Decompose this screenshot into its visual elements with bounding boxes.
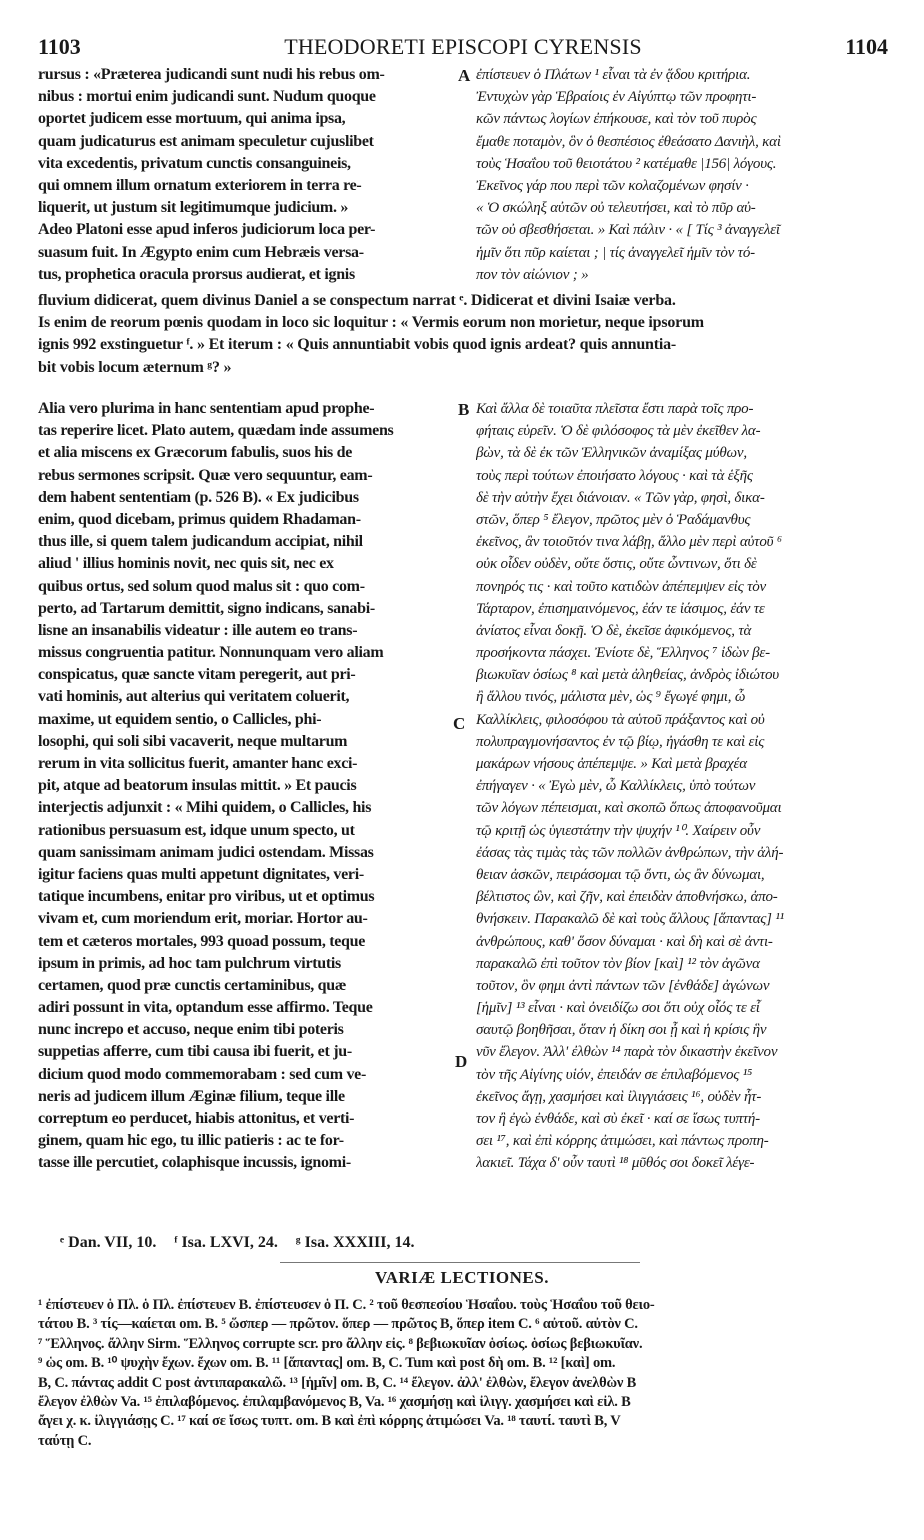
variant-reading-line: ταύτῃ C. xyxy=(38,1432,92,1449)
greek-text-line: Ἐκεῖνος γάρ που περὶ τῶν κολαζομένων φησίν · xyxy=(476,177,749,194)
greek-text-line: βιωκυῖαν ὁσίως ⁸ καὶ μετὰ ἀληθείας, ἀνδρὸς ἰδιώτου xyxy=(476,667,779,684)
latin-text-line: conspicatus, quæ sancte vitam peregerit, aut pri- xyxy=(38,666,356,684)
latin-text-line: dem habent sententiam (p. 526 B). « Ex judicibus xyxy=(38,488,359,506)
greek-text-line: τῶν οὐ σβεσθήσεται. » Καὶ πάλιν · « [ Τίς ³ ἀναγγελεῖ xyxy=(476,222,780,239)
greek-text-line: ἐκεῖνος ἄγῃ, χασμήσει καὶ ἰλιγγιάσεις ¹⁶, οὐδὲν ἧτ- xyxy=(476,1088,762,1105)
variant-reading-line: B, C. πάντας addit C post ἀντιπαρακαλῶ. ¹³ [ἡμῖν] om. B, C. ¹⁴ ἔλεγον. ἀλλ' ἐλθὼν, ἔλεγον ἀνελθὼν B xyxy=(38,1374,637,1391)
greek-text-line: ἀνίατος εἶναι δοκῇ. Ὁ δὲ, ἐκεῖσε ἀφικόμενος, τὰ xyxy=(476,622,752,639)
greek-text-line: δὲ τὴν αὐτὴν ἔχει διάνοιαν. « Τῶν γὰρ, φησὶ, δικα- xyxy=(476,489,765,506)
greek-text-line: παρακαλῶ ἐπὶ τοῦτον τὸν βίον [καὶ] ¹² τὸν ἀγῶνα xyxy=(476,955,760,972)
latin-text-line: et alia miscens ex Græcorum fabulis, suos his de xyxy=(38,444,353,462)
greek-text-line: ἡμῖν ὅτι πῦρ καίεται ; | τίς ἀναγγελεῖ ἡμῖν τὸν τό- xyxy=(476,244,755,261)
greek-text-line: πολυπραγμονήσαντος ἐν τῷ βίῳ, ἠγάσθη τε καὶ εἰς xyxy=(476,733,765,750)
full-width-text xyxy=(38,290,890,382)
section-marker-b: B xyxy=(458,400,470,419)
greek-text-line: τῶν λόγων πέπεισμαι, καὶ σκοπῶ ὅπως ἀποφανοῦμαι xyxy=(476,800,782,817)
greek-text-line: « Ὁ σκώληξ αὐτῶν οὐ τελευτήσει, καὶ τὸ πῦρ αὐ- xyxy=(476,200,756,217)
greek-text-line: οὐκ οἶδεν οὐδὲν, οὔτε ὅστις, οὔτε ὧντινων, ὅτι δὲ xyxy=(476,556,757,573)
latin-text-line: suppetias afferre, cum tibi causa ibi fuerit, et ju- xyxy=(38,1043,352,1061)
latin-text-line: tus, prophetica oracula prorsus audierat, et ignis xyxy=(38,265,355,283)
latin-text-line: igitur faciens quas multi appetunt dignitates, veri- xyxy=(38,865,364,883)
greek-text-line: ἐάσας τὰς τιμὰς τὰς τῶν πολλῶν ἀνθρώπων, τὴν ἀλή- xyxy=(476,844,784,861)
greek-text-line: τὸν τῆς Αἰγίνης υἱόν, ἐπειδάν σε ἐπιλαβόμενος ¹⁵ xyxy=(476,1066,753,1083)
latin-text-line: tasse ille percutiet, colaphisque incussis, ignomi- xyxy=(38,1154,351,1172)
latin-text-line: Alia vero plurima in hanc sententiam apud prophe- xyxy=(38,400,375,417)
latin-text-line: qui omnem illum ornatum exteriorem in terra re- xyxy=(38,176,362,194)
latin-text-line: tem et cæteros mortales, 993 quoad possum, teque xyxy=(38,932,366,950)
full-width-line: bit vobis locum æternum ᵍ? » xyxy=(38,358,232,376)
latin-text-line: nunc increpo et accuso, neque enim tibi poteris xyxy=(38,1021,344,1039)
full-width-line: Is enim de reorum pœnis quodam in loco sic loquitur : « Vermis eorum non morietur, neque ipsorum xyxy=(38,314,704,332)
greek-text-line: [ἡμῖν] ¹³ εἶναι · καὶ ὀνειδίζω σοι ὅτι οὐχ οἷός τε εἶ xyxy=(476,1000,760,1017)
section-marker-a: A xyxy=(458,66,471,85)
latin-column-1 xyxy=(38,64,458,290)
greek-text-line: Καλλίκλεις, φιλοσόφου τὰ αὑτοῦ πράξαντος καὶ οὐ xyxy=(476,711,765,728)
variant-reading-line: ἄγει χ. κ. ἰλιγγιάσῃς C. ¹⁷ καί σε ἴσως τυπτ. om. B καὶ ἐπὶ κόρρης ἀτιμώσει Va. ¹⁸ ταυτί. ταυτὶ B, V xyxy=(38,1413,621,1430)
latin-text-line: maxime, ut equidem sentio, o Callicles, phi- xyxy=(38,710,322,728)
greek-text-line: μακάρων νήσους ἀπέπεμψε. » Καὶ μετὰ βραχέα xyxy=(476,756,747,772)
latin-text-line: quam judicaturus est animam speculetur cujuslibet xyxy=(38,132,374,150)
greek-text-line: τον ἢ ἐγὼ ἐνθάδε, καὶ σὺ ἐκεῖ · καί σε ἴσως τυπτή- xyxy=(476,1111,760,1127)
greek-text-line: σαυτῷ βοηθῆσαι, ὅταν ἡ δίκη σοι ᾖ καὶ ἡ κρίσις ἣν xyxy=(476,1022,767,1039)
greek-text-line: ἔμαθε ποταμὸν, ὃν ὁ θεσπέσιος ἐθεάσατο Δανιὴλ, καὶ xyxy=(476,133,781,150)
latin-column-2 xyxy=(38,398,458,1190)
latin-text-line: correptum eo perducet, hiabis attonitus, et verti- xyxy=(38,1110,355,1127)
greek-text-line: βὼν, τὰ δὲ ἐκ τῶν Ἑλληνικῶν ἀναμίξας μύθων, xyxy=(476,445,747,462)
greek-text-line: πον τὸν αἰώνιον ; » xyxy=(476,266,589,283)
variant-reading-line: ἔλεγον ἐλθὼν Va. ¹⁵ ἐπιλαβόμενος. ἐπιλαμβανόμενος B, Va. ¹⁶ χασμήσῃ καὶ ἰλιγγ. χασμήσει καὶ εἰλ. B xyxy=(38,1393,631,1410)
latin-text-line: adiri possunt in vita, optandum esse affirmo. Teque xyxy=(38,999,373,1017)
latin-text-line: suasum fuit. In Ægypto enim cum Hebræis versa- xyxy=(38,243,364,261)
footnote-reference: ᵍ Isa. XXXIII, 14. xyxy=(295,1234,415,1251)
latin-text-line: certamen, quod præ cunctis certaminibus, quæ xyxy=(38,976,347,994)
full-width-line: ignis 992 exstinguetur ᶠ. » Et iterum : « Quis annuntiabit vobis quod ignis ardeat? quis annuntia- xyxy=(38,336,677,354)
latin-text-line: interjectis adjunxit : « Mihi quidem, o Callicles, his xyxy=(38,799,372,817)
variae-lectiones xyxy=(38,1296,888,1451)
greek-text-line: τοὺς περὶ τούτων ἐποιήσατο λόγους · καὶ τὰ ἑξῆς xyxy=(476,467,753,484)
latin-text-line: pit, atque ad beatorum insulas mittit. » Et paucis xyxy=(38,777,357,795)
latin-text-line: ginem, quam hic ego, tu illic patieris : ac te for- xyxy=(38,1132,344,1150)
greek-column-2 xyxy=(476,398,890,1190)
latin-text-line: nibus : mortui enim judicandi sunt. Nudum quoque xyxy=(38,88,376,106)
greek-text-line: πονηρός τις · καὶ τοῦτο κατιδὼν ἀπέπεμψεν εἰς τὸν xyxy=(476,578,766,595)
latin-text-line: vivam et, cum moriendum erit, moriar. Hortor au- xyxy=(38,910,368,928)
greek-text-line: τοῦτον, ὃν φημι ἀντὶ πάντων τῶν [ἐνθάδε] ἀγώνων xyxy=(476,977,770,994)
greek-text-line: ἀνθρώπους, καθ' ὅσον δύναμαι · καὶ δὴ καὶ σὲ ἀντι- xyxy=(476,933,773,950)
running-title: THEODORETI EPISCOPI CYRENSIS xyxy=(284,34,642,59)
greek-text-line: στῶν, ὅπερ ⁵ ἔλεγον, πρῶτος μὲν ὁ Ῥαδάμανθυς xyxy=(476,511,751,528)
latin-text-line: vita excedentis, privatum cunctis consanguineis, xyxy=(38,154,351,172)
latin-text-line: lisne an insanabilis videatur : ille autem eo trans- xyxy=(38,621,358,639)
latin-text-line: thus ille, si quem talem judicandum accipiat, nihil xyxy=(38,533,363,551)
latin-text-line: rursus : «Præterea judicandi sunt nudi his rebus om- xyxy=(38,66,385,83)
latin-text-line: rebus sermones scripsit. Quæ vero sequuntur, eam- xyxy=(38,466,373,484)
greek-text-line: ἐπίστευεν ὁ Πλάτων ¹ εἶναι τὰ ἐν ᾅδου κριτήρια. xyxy=(476,67,751,83)
latin-text-line: tas reperire licet. Plato autem, quædam inde assumens xyxy=(38,422,394,440)
latin-text-line: rationibus persuasum est, idque unum specto, ut xyxy=(38,821,355,839)
greek-column-1 xyxy=(476,64,890,290)
greek-text-line: κῶν πάντως λογίων ἐπήκουσε, καὶ τὸν τοῦ πυρὸς xyxy=(476,111,757,128)
latin-text-line: tatique incumbens, enitar pro viribus, ut et optimus xyxy=(38,888,375,906)
latin-text-line: Adeo Platoni esse apud inferos judiciorum loca per- xyxy=(38,221,376,239)
greek-text-line: φήταις εὑρεῖν. Ὁ δὲ φιλόσοφος τὰ μὲν ἐκεῖθεν λα- xyxy=(476,423,761,440)
left-page-number: 1103 xyxy=(38,34,81,59)
section-marker-d: D xyxy=(455,1052,468,1071)
greek-text-line: ἐκεῖνος, ἂν τοιοῦτόν τινα λάβῃ, ἄλλο μὲν περὶ αὐτοῦ ⁶ xyxy=(476,534,782,551)
greek-text-line: θειαν ἀσκῶν, πειράσομαι τῷ ὄντι, ὡς ἂν δύνωμαι, xyxy=(476,866,765,883)
greek-text-line: ἐπήγαγεν · « Ἐγὼ μὲν, ὦ Καλλίκλεις, ὑπὸ τούτων xyxy=(476,778,756,795)
footnote-reference: ᶠ Isa. LXVI, 24. xyxy=(174,1234,278,1251)
greek-text-line: νῦν ἔλεγον. Ἀλλ' ἐλθὼν ¹⁴ παρὰ τὸν δικαστὴν ἐκεῖνον xyxy=(476,1044,778,1061)
latin-text-line: oportet judicem esse mortuum, qui anima ipsa, xyxy=(38,110,346,128)
greek-text-line: λακιεῖ. Τάχα δ' οὖν ταυτὶ ¹⁸ μῦθός σοι δοκεῖ λέγε- xyxy=(476,1155,755,1172)
latin-text-line: perto, ad Tartarum demittit, signo indicans, sanabi- xyxy=(38,599,375,617)
latin-text-line: missus congruentia patitur. Nonnunquam vero aliam xyxy=(38,644,384,662)
section-marker-c: C xyxy=(453,714,466,733)
latin-text-line: losophi, qui soli sibi vacaverit, neque multarum xyxy=(38,732,348,750)
latin-text-line: rerum in vita sollicitus fuerit, amanter hanc exci- xyxy=(38,755,358,772)
greek-text-line: σει ¹⁷, καὶ ἐπὶ κόρρης ἀτιμώσει, καὶ πάντως προπη- xyxy=(476,1133,769,1150)
greek-text-line: τοὺς Ἡσαΐου τοῦ θειοτάτου ² κατέμαθε |156| λόγους. xyxy=(476,155,777,172)
greek-text-line: Τάρταρον, ἐπισημαινόμενος, ἐάν τε ἰάσιμος, ἐάν τε xyxy=(476,600,765,617)
greek-text-line: Καὶ ἄλλα δὲ τοιαῦτα πλεῖστα ἔστι παρὰ τοῖς προ- xyxy=(476,401,754,417)
greek-text-line: ἢ ἄλλου τινός, μάλιστα μὲν, ὡς ⁹ ἔγωγέ φημι, ὦ xyxy=(476,689,746,706)
latin-text-line: quibus ortus, sed solum quod malus sit : quo com- xyxy=(38,577,365,595)
variant-reading-line: ⁹ ὡς om. B. ¹⁰ ψυχὴν ἔχων. ἔχων om. B. ¹¹ [ἅπαντας] om. B, C. Tum καὶ post δὴ om. B. ¹² [καὶ] om. xyxy=(38,1355,616,1372)
page-header xyxy=(38,34,888,64)
variae-lectiones-title: VARIÆ LECTIONES. xyxy=(375,1268,549,1287)
footnote-references xyxy=(60,1234,860,1256)
latin-text-line: enim, quod dicebam, primus quidem Rhadaman- xyxy=(38,510,361,528)
variant-reading-line: ¹ ἐπίστευεν ὁ Πλ. ὁ Πλ. ἐπίστευεν B. ἐπίστευσεν ὁ Π. C. ² τοῦ θεσπεσίου Ἡσαΐου. τοὺς Ἡσαΐου τοῦ θειο- xyxy=(38,1297,655,1313)
latin-text-line: quam sanissimam animam judici ostendam. Missas xyxy=(38,843,374,861)
latin-text-line: neris ad judicem illum Æginæ filium, teque ille xyxy=(38,1087,345,1105)
variant-reading-line: ⁷ Ἕλληνος. ἄλλην Sirm. Ἕλληνος corrupte scr. pro ἄλλην εἰς. ⁸ βεβιωκυῖαν ὁσίως. ὁσίως βεβιωκυῖαν. xyxy=(38,1335,643,1352)
greek-text-line: προσήκοντα πάσχει. Ἐνίοτε δὲ, Ἕλληνος ⁷ ἰδὼν βε- xyxy=(476,645,770,662)
greek-text-line: τῷ κριτῇ ὡς ὑγιεστάτην τὴν ψυχήν ¹⁰. Χαίρειν οὖν xyxy=(476,822,761,839)
footnote-reference: ᵉ Dan. VII, 10. xyxy=(60,1234,157,1251)
section-divider xyxy=(280,1262,640,1263)
greek-text-line: βέλτιστος ὢν, καὶ ζῆν, καὶ ἐπειδὰν ἀποθνήσκω, ἀπο- xyxy=(476,889,778,906)
latin-text-line: vati hominis, aut alterius qui veritatem coluerit, xyxy=(38,688,350,706)
latin-text-line: aliud ' illius hominis novit, nec quis sit, nec ex xyxy=(38,555,334,573)
latin-text-line: dicium quod modo commemorabam : sed cum ve- xyxy=(38,1065,366,1083)
latin-text-line: ipsum in primis, ad hoc tam pulchrum virtutis xyxy=(38,954,341,972)
variant-reading-line: τάτου B. ³ τίς—καίεται om. B. ⁵ ὥσπερ — πρῶτον. ὅπερ — πρῶτος B, ὅπερ item C. ⁶ αὐτοῦ. αὐτὸν C. xyxy=(38,1316,638,1333)
greek-text-line: θνήσκειν. Παρακαλῶ δὲ καὶ τοὺς ἄλλους [ἅπαντας] ¹¹ xyxy=(476,911,784,928)
greek-text-line: Ἐντυχὼν γὰρ Ἑβραίοις ἐν Αἰγύπτῳ τῶν προφητι- xyxy=(476,89,757,106)
latin-text-line: liquerit, ut justum sit legitimumque judicium. » xyxy=(38,199,349,217)
full-width-line: fluvium didicerat, quem divinus Daniel a se conspectum narrat ᵉ. Didicerat et divini Isaiæ verba. xyxy=(38,292,676,309)
right-page-number: 1104 xyxy=(845,34,888,59)
